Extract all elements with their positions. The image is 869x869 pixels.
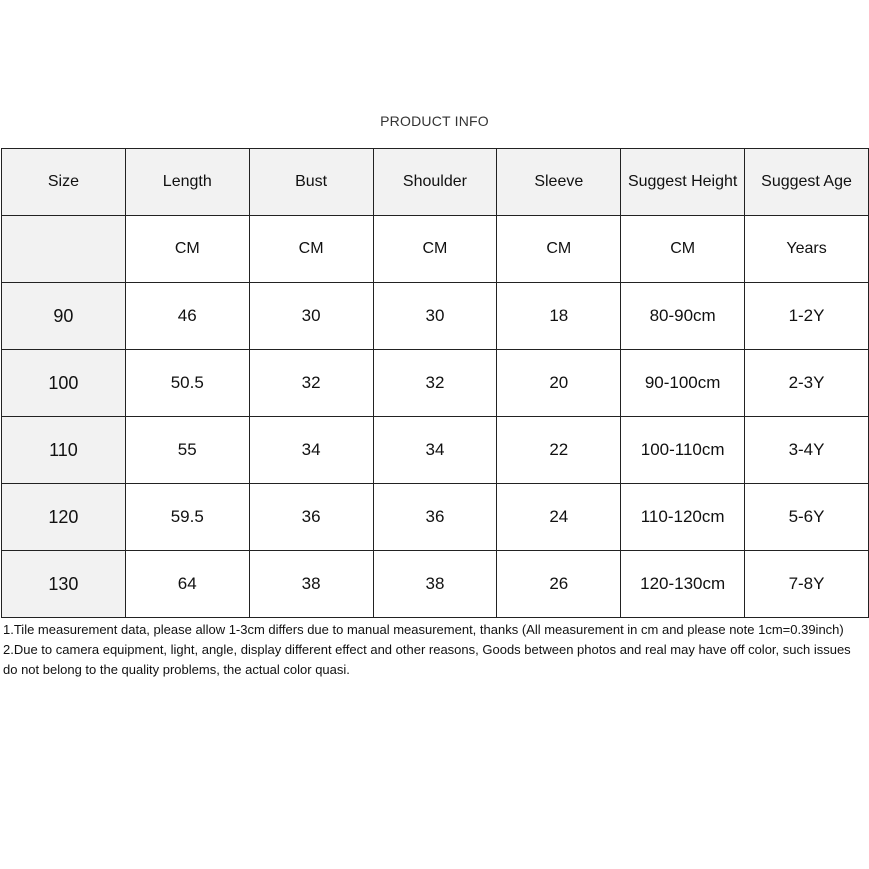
header-suggest-age: Suggest Age [745, 149, 869, 216]
table-header-row [2, 149, 869, 216]
cell-suggest-height: 120-130cm [621, 551, 745, 618]
cell-suggest-age: 3-4Y [745, 417, 869, 484]
cell-shoulder: 36 [373, 484, 497, 551]
cell-length: 55 [125, 417, 249, 484]
header-sleeve: Sleeve [497, 149, 621, 216]
unit-sleeve: CM [497, 216, 621, 283]
cell-size: 90 [2, 283, 126, 350]
unit-suggest-age: Years [745, 216, 869, 283]
table-row [2, 417, 869, 484]
table-row [2, 283, 869, 350]
cell-suggest-height: 110-120cm [621, 484, 745, 551]
cell-shoulder: 32 [373, 350, 497, 417]
cell-length: 50.5 [125, 350, 249, 417]
header-size: Size [2, 149, 126, 216]
unit-length: CM [125, 216, 249, 283]
table-row [2, 484, 869, 551]
unit-shoulder: CM [373, 216, 497, 283]
unit-bust: CM [249, 216, 373, 283]
unit-suggest-height: CM [621, 216, 745, 283]
cell-sleeve: 22 [497, 417, 621, 484]
cell-sleeve: 26 [497, 551, 621, 618]
cell-size: 120 [2, 484, 126, 551]
cell-size: 100 [2, 350, 126, 417]
cell-suggest-age: 7-8Y [745, 551, 869, 618]
unit-size [2, 216, 126, 283]
cell-length: 59.5 [125, 484, 249, 551]
cell-suggest-age: 2-3Y [745, 350, 869, 417]
cell-suggest-height: 100-110cm [621, 417, 745, 484]
size-chart-table [1, 148, 869, 618]
cell-shoulder: 34 [373, 417, 497, 484]
cell-sleeve: 18 [497, 283, 621, 350]
cell-bust: 32 [249, 350, 373, 417]
cell-length: 64 [125, 551, 249, 618]
table-row [2, 350, 869, 417]
cell-sleeve: 24 [497, 484, 621, 551]
cell-shoulder: 38 [373, 551, 497, 618]
cell-shoulder: 30 [373, 283, 497, 350]
cell-bust: 38 [249, 551, 373, 618]
cell-bust: 30 [249, 283, 373, 350]
cell-suggest-age: 1-2Y [745, 283, 869, 350]
cell-size: 110 [2, 417, 126, 484]
cell-bust: 34 [249, 417, 373, 484]
header-bust: Bust [249, 149, 373, 216]
table-row [2, 551, 869, 618]
cell-suggest-age: 5-6Y [745, 484, 869, 551]
note-measurement: 1.Tile measurement data, please allow 1-3cm differs due to manual measurement, thanks (All measurement in cm and please note 1cm=0.39inch) [3, 622, 844, 637]
cell-size: 130 [2, 551, 126, 618]
table-unit-row [2, 216, 869, 283]
header-shoulder: Shoulder [373, 149, 497, 216]
cell-suggest-height: 80-90cm [621, 283, 745, 350]
cell-length: 46 [125, 283, 249, 350]
cell-sleeve: 20 [497, 350, 621, 417]
cell-suggest-height: 90-100cm [621, 350, 745, 417]
page-title: PRODUCT INFO [380, 113, 489, 129]
header-length: Length [125, 149, 249, 216]
note-color: 2.Due to camera equipment, light, angle, display different effect and other reasons, Goods between photos and real may have off color, such issues do not belong to the quality problems, the actual color quasi. [3, 642, 851, 677]
notes-section [3, 620, 865, 680]
cell-bust: 36 [249, 484, 373, 551]
header-suggest-height: Suggest Height [621, 149, 745, 216]
